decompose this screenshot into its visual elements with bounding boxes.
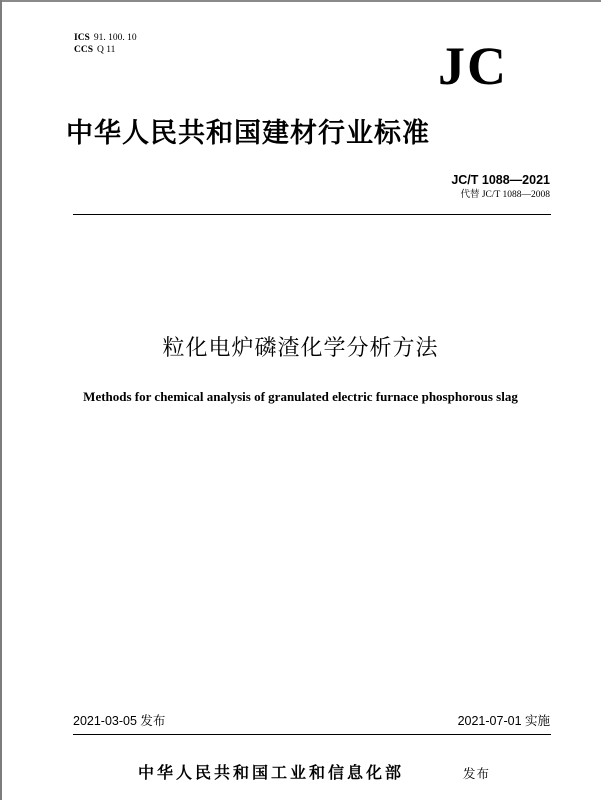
ccs-label: CCS: [74, 45, 94, 55]
standard-category-title: 中华人民共和国建材行业标准: [66, 118, 430, 149]
implement-date: 2021-07-01 实施: [457, 714, 550, 728]
page-top-edge: [0, 0, 601, 2]
replaces-standard: 代替 JC/T 1088—2008: [460, 190, 550, 200]
issuer-action: 发布: [463, 766, 491, 781]
standard-number: [420, 172, 550, 188]
ics-line: [74, 32, 137, 44]
jc-logo-mark: JC: [438, 36, 508, 96]
document-title-cn: 粒化电炉磷渣化学分析方法: [162, 336, 439, 361]
publish-date: 2021-03-05 发布: [73, 714, 166, 728]
ics-label: ICS: [74, 33, 90, 43]
classification-codes: [74, 32, 137, 56]
document-title-en: Methods for chemical analysis of granulated electric furnace phosphorous slag: [83, 389, 518, 404]
ics-value: 91. 100. 10: [93, 33, 137, 43]
ccs-value: Q 11: [97, 45, 116, 55]
issuing-authority: 中华人民共和国工业和信息化部: [138, 763, 405, 782]
top-divider: [73, 214, 551, 215]
standard-number-text: JC/T 1088—2021: [451, 173, 550, 187]
ccs-line: [74, 44, 137, 56]
bottom-divider: [73, 734, 551, 735]
